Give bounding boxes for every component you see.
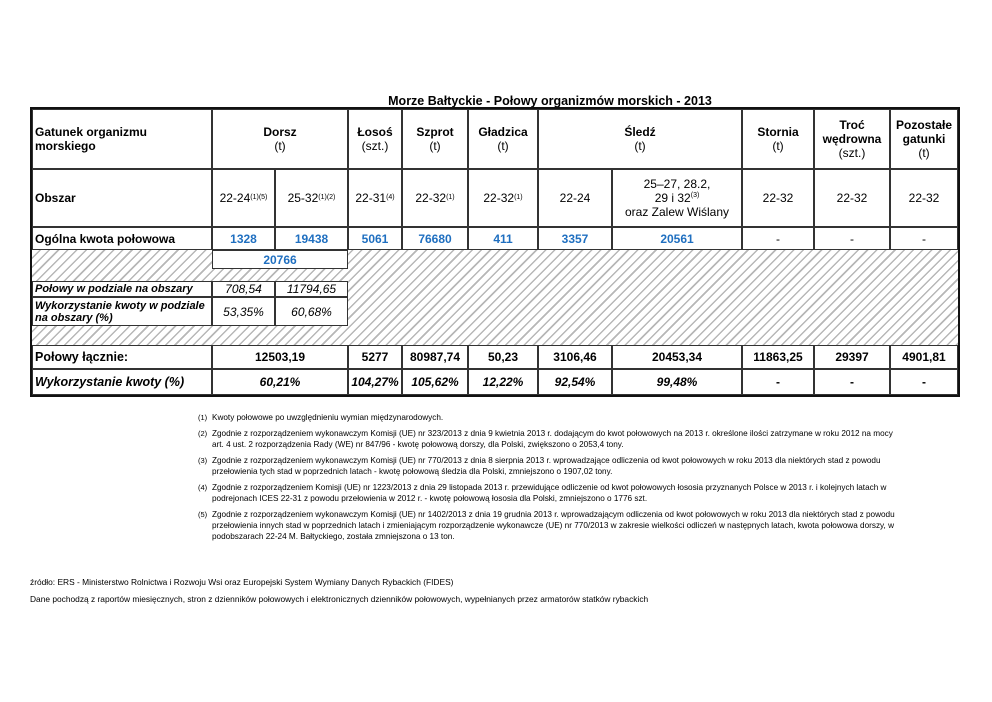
usage-by-area-value: 53,35%: [212, 297, 275, 326]
col-pozostale: Pozostałe gatunki (t): [890, 109, 958, 169]
catch-by-area-label: Połowy w podziale na obszary: [32, 281, 212, 297]
usage-by-area-value: 60,68%: [275, 297, 348, 326]
quota-value: 5061: [348, 227, 402, 250]
area-cell: 22-32: [742, 169, 814, 227]
area-cell: 22-32: [890, 169, 958, 227]
col-stornia: Stornia (t): [742, 109, 814, 169]
usage-value: -: [890, 369, 958, 395]
totals-value: 3106,46: [538, 345, 612, 369]
quota-label: Ogólna kwota połowowa: [32, 227, 212, 250]
footnote: (2) Zgodnie z rozporządzeniem wykonawczym Komisji (UE) nr 323/2013 z dnia 9 kwietnia 2013 r. dodającym do kwot połowowych na 2013 r. określone ilości zatrzymane w roku 2012 na mocy art. 4 ust. 2 rozporządzenia Rady (WE) nr 847/96 - kwotę połowową dorszy, dla Polski, zwiększono o 2053,4 tony.: [198, 429, 893, 449]
footnote: (5) Zgodnie z rozporządzeniem wykonawczym Komisji (UE) nr 1402/2013 z dnia 19 grudnia 2013 r. wprowadzającym odliczenia od kwot połowowych w roku 2013 dla niektórych stad z powodu przełowienia innych stad w poprzednich latach i zmieniającym rozporządzenie wykonawcze (UE) nr 770/2013 w zakresie wielkości odliczeń w następnych latach, kwota połowowa dorszy, w podobszarach 22-24 M. Bałtyckiego, została zmniejszona o 13 ton.: [198, 510, 895, 541]
usage-value: 105,62%: [402, 369, 468, 395]
area-cell: 25-32 (1)(2): [275, 169, 348, 227]
usage-label: Wykorzystanie kwoty (%): [32, 369, 212, 395]
catch-table: [30, 107, 960, 397]
quota-value: -: [890, 227, 958, 250]
col-dorsz: Dorsz (t): [212, 109, 348, 169]
quota-value: 76680: [402, 227, 468, 250]
source-note: źródło: ERS - Ministerstwo Rolnictwa i Rozwoju Wsi oraz Europejski System Wymiany Danych Rybackich (FIDES): [30, 577, 454, 587]
totals-value: 4901,81: [890, 345, 958, 369]
footnote: (3) Zgodnie z rozporządzeniem wykonawczym Komisji (UE) nr 770/2013 z dnia 8 sierpnia 2013 r. wprowadzające odliczenia od kwot połowowych w roku 2013 dla niektórych stad z powodu przełowienia tych stad w poprzednich latach - kwotę połowową śledzia dla Polski, zmniejszono o 1907,02 tony.: [198, 456, 881, 476]
quota-value: 3357: [538, 227, 612, 250]
usage-by-area-label: Wykorzystanie kwoty w podziale na obszary (%): [32, 297, 212, 326]
col-szprot: Szprot (t): [402, 109, 468, 169]
totals-value: 29397: [814, 345, 890, 369]
totals-label: Połowy łącznie:: [32, 345, 212, 369]
col-losos: Łosoś (szt.): [348, 109, 402, 169]
usage-value: -: [742, 369, 814, 395]
dorsz-total-quota: 20766: [212, 250, 348, 269]
totals-value: 11863,25: [742, 345, 814, 369]
quota-value: 19438: [275, 227, 348, 250]
totals-value: 12503,19: [212, 345, 348, 369]
quota-value: 1328: [212, 227, 275, 250]
usage-value: 12,22%: [468, 369, 538, 395]
quota-value: -: [814, 227, 890, 250]
area-header: Obszar: [32, 169, 212, 227]
usage-value: 104,27%: [348, 369, 402, 395]
usage-value: 60,21%: [212, 369, 348, 395]
area-cell: 22-24 (1)(5): [212, 169, 275, 227]
col-sledz: Śledź (t): [538, 109, 742, 169]
quota-value: 20561: [612, 227, 742, 250]
usage-value: 92,54%: [538, 369, 612, 395]
totals-value: 50,23: [468, 345, 538, 369]
area-cell: 22-32: [814, 169, 890, 227]
col-gladzica: Gładzica (t): [468, 109, 538, 169]
footnote: (4) Zgodnie z rozporządzeniem Komisji (UE) nr 1223/2013 z dnia 29 listopada 2013 r. przewidujące odliczenie od kwot połowowych łososia przyznanych Polsce w 2013 r. i kolejnych latach w podrejonach ICES 22-31 z powodu przełowienia w 2012 r. - kwotę połowową łososia dla Polski, zmniejszono o 1776 szt.: [198, 483, 887, 503]
usage-value: 99,48%: [612, 369, 742, 395]
area-cell: 22-24: [538, 169, 612, 227]
catch-by-area-value: 708,54: [212, 281, 275, 297]
quota-value: -: [742, 227, 814, 250]
usage-value: -: [814, 369, 890, 395]
data-origin-note: Dane pochodzą z raportów miesięcznych, stron z dzienników połowowych i elektronicznych dzienników połowowych, wypełnianych przez armatorów statków rybackich: [30, 594, 649, 604]
totals-value: 80987,74: [402, 345, 468, 369]
footnote: (1) Kwoty połowowe po uwzględnieniu wymian międzynarodowych.: [198, 413, 444, 422]
col-troc: Troć wędrowna (szt.): [814, 109, 890, 169]
area-cell: 25–27, 28.2, 29 i 32$^{(3)}$ oraz Zalew Wiślany: [612, 169, 742, 227]
totals-value: 20453,34: [612, 345, 742, 369]
quota-value: 411: [468, 227, 538, 250]
area-cell: 22-32 (1): [402, 169, 468, 227]
table-title: Morze Bałtyckie - Połowy organizmów morskich - 2013: [388, 94, 712, 108]
area-cell: 22-31 (4): [348, 169, 402, 227]
footnotes: [198, 412, 898, 547]
area-cell: 22-32 (1): [468, 169, 538, 227]
species-header: Gatunek organizmu morskiego: [32, 109, 212, 169]
catch-by-area-value: 11794,65: [275, 281, 348, 297]
totals-value: 5277: [348, 345, 402, 369]
